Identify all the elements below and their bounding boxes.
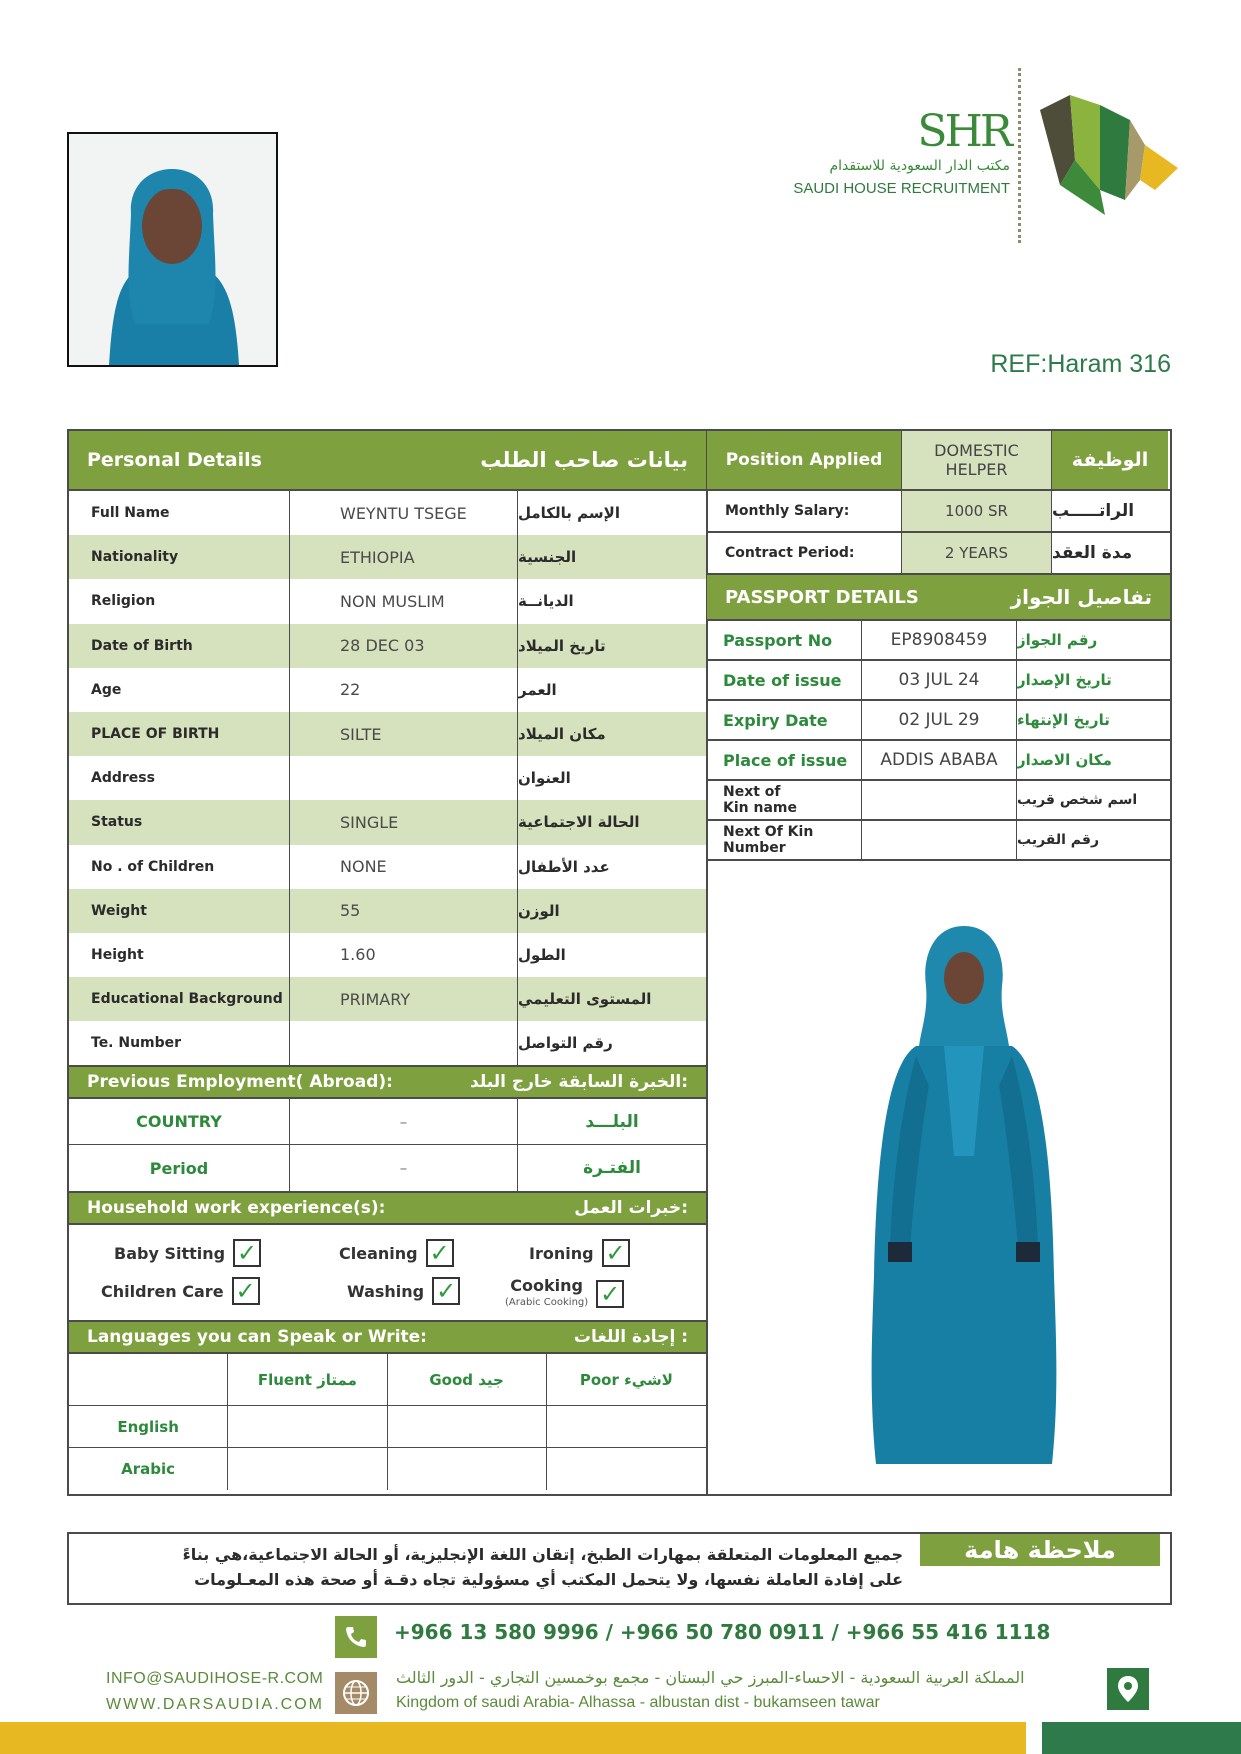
household-item-text: Children Care: [101, 1281, 224, 1301]
personal-detail-label-ar: الوزن: [518, 901, 560, 920]
address-arabic: المملكة العربية السعودية - الاحساء-المبرز حي البستان - مجمع بوخمسين التجاري - الدور الثالث: [396, 1668, 1025, 1687]
address-english: Kingdom of saudi Arabia- Alhassa - albustan dist - bukamseen tawar: [396, 1694, 880, 1711]
passport-field-value: EP8908459: [862, 621, 1017, 659]
company-logo: [790, 64, 1180, 242]
household-item-washing: [347, 1277, 460, 1305]
personal-detail-value: [290, 756, 518, 800]
personal-detail-label: Te. Number: [69, 1021, 290, 1065]
personal-detail-label-ar: الحالة الاجتماعية: [518, 813, 640, 832]
household-title-ar: خبرات العمل:: [574, 1198, 688, 1219]
personal-detail-label-ar: الجنسية: [518, 548, 577, 567]
personal-detail-row: [69, 889, 706, 933]
passport-field-label-ar: تاريخ الإصدار: [1017, 671, 1112, 689]
checkbox-checked-icon: ✓: [602, 1239, 630, 1267]
household-item-cleaning: [339, 1239, 454, 1267]
previous-employment-title-ar: الخبرة السابقة خارج البلد:: [470, 1072, 688, 1093]
personal-detail-row: [69, 624, 706, 668]
personal-detail-value: 22: [290, 668, 518, 712]
personal-detail-label: Address: [69, 756, 290, 800]
kin-number-value: [862, 821, 1017, 859]
position-applied-label: Position Applied: [707, 431, 902, 489]
personal-detail-row: [69, 845, 706, 889]
passport-field-label-ar: مكان الاصدار: [1017, 751, 1112, 769]
important-note-text: [93, 1542, 903, 1592]
footer-bar-green: [1042, 1722, 1241, 1754]
website-address: WWW.DARSAUDIA.COM: [106, 1696, 324, 1713]
passport-field-label-ar: تاريخ الإنتهاء: [1017, 711, 1110, 729]
personal-detail-label: Educational Background: [69, 977, 290, 1021]
personal-detail-row: [69, 977, 706, 1021]
household-experience-grid: [69, 1225, 706, 1320]
languages-column-header: Fluent ممتاز: [228, 1354, 387, 1405]
personal-detail-label: Religion: [69, 579, 290, 623]
checkbox-checked-icon: ✓: [233, 1239, 261, 1267]
employment-value: –: [290, 1145, 518, 1191]
household-item-label: [347, 1283, 424, 1300]
personal-detail-label: No . of Children: [69, 845, 290, 889]
language-level-cell: [547, 1448, 706, 1490]
kin-number-row: [707, 821, 1170, 861]
languages-column-header-row: [69, 1354, 706, 1406]
monthly-salary-row: [707, 491, 1170, 533]
household-item-label: [114, 1245, 225, 1262]
position-applied-row: [707, 431, 1170, 491]
household-item-subtext: (Arabic Cooking): [505, 1297, 589, 1309]
kin-name-value: [862, 781, 1017, 819]
monthly-salary-label-ar: الراتـــــب: [1052, 501, 1135, 521]
household-item-text: Washing: [347, 1281, 425, 1301]
personal-detail-label: Nationality: [69, 535, 290, 579]
contract-period-value: 2 YEARS: [902, 533, 1052, 573]
checkbox-checked-icon: ✓: [232, 1277, 260, 1305]
language-level-cell: [547, 1406, 706, 1447]
contract-period-label: Contract Period:: [707, 533, 902, 573]
email-address: INFO@SAUDIHOSE-R.COM: [106, 1670, 324, 1687]
personal-detail-value: SINGLE: [290, 800, 518, 844]
personal-detail-row: [69, 756, 706, 800]
personal-detail-row: [69, 712, 706, 756]
logo-english-name: SAUDI HOUSE RECRUITMENT: [793, 180, 1010, 197]
personal-detail-label: Age: [69, 668, 290, 712]
applicant-full-body-photo: [804, 916, 1124, 1476]
personal-detail-label-ar: رقم التواصل: [518, 1034, 613, 1053]
household-item-label: [529, 1245, 594, 1262]
employment-label: Period: [69, 1145, 290, 1191]
household-item-children-care: [101, 1277, 260, 1305]
personal-detail-row: [69, 1021, 706, 1065]
passport-field-label: Date of issue: [707, 661, 862, 699]
personal-detail-row: [69, 668, 706, 712]
personal-detail-value: 28 DEC 03: [290, 624, 518, 668]
saudi-map-logo-icon: [1030, 90, 1180, 220]
personal-detail-value: NON MUSLIM: [290, 579, 518, 623]
personal-details-header: [69, 431, 706, 491]
passport-field-label: Expiry Date: [707, 701, 862, 739]
monthly-salary-value: 1000 SR: [902, 491, 1052, 531]
kin-number-label-ar: رقم القريب: [1017, 832, 1099, 848]
phone-numbers: +966 13 580 9996 / +966 50 780 0911 / +966 55 416 1118: [394, 1620, 1051, 1644]
languages-table: [69, 1354, 706, 1490]
household-item-label: [101, 1283, 224, 1300]
personal-detail-value: PRIMARY: [290, 977, 518, 1021]
household-item-cooking: [505, 1277, 624, 1311]
passport-rows: [707, 621, 1170, 781]
passport-title-ar: تفاصيل الجواز: [1010, 585, 1152, 609]
language-level-cell: [388, 1406, 547, 1447]
language-level-cell: [388, 1448, 547, 1490]
household-item-text: Ironing: [529, 1243, 594, 1263]
checkbox-checked-icon: ✓: [596, 1280, 624, 1308]
employment-row: [69, 1145, 706, 1191]
important-note-box: [67, 1532, 1172, 1605]
languages-title-en: Languages you can Speak or Write:: [87, 1327, 427, 1348]
employment-row: [69, 1099, 706, 1145]
household-item-text: Baby Sitting: [114, 1243, 226, 1263]
personal-detail-label: Full Name: [69, 491, 290, 535]
passport-field-label-ar: رقم الجواز: [1017, 631, 1098, 649]
kin-name-label: Next of Kin name: [707, 781, 862, 819]
language-name: English: [69, 1406, 228, 1447]
household-item-label: [505, 1277, 588, 1311]
passport-title-en: PASSPORT DETAILS: [725, 586, 919, 608]
personal-detail-label-ar: الطول: [518, 945, 566, 964]
previous-employment-header: [69, 1065, 706, 1099]
passport-details-header: [707, 575, 1170, 621]
passport-field-value: 03 JUL 24: [862, 661, 1017, 699]
language-level-cell: [228, 1406, 387, 1447]
passport-row: [707, 661, 1170, 701]
passport-field-value: 02 JUL 29: [862, 701, 1017, 739]
phone-icon: [335, 1616, 377, 1658]
important-note-line-2: على إفادة العاملة نفسها، ولا يتحمل المكتب أي مسؤولية تجاه دقـة أو صحة هذه المعـلومات: [194, 1570, 903, 1589]
personal-detail-label-ar: العمر: [518, 680, 557, 699]
language-name: Arabic: [69, 1448, 228, 1490]
previous-employment-title-en: Previous Employment( Abroad):: [87, 1072, 393, 1093]
personal-detail-label-ar: المستوى التعليمي: [518, 990, 652, 1009]
language-row: [69, 1448, 706, 1490]
languages-title-ar: إجادة اللغات :: [573, 1327, 688, 1348]
personal-detail-value: NONE: [290, 845, 518, 889]
household-item-text: Cooking: [510, 1276, 583, 1296]
kin-name-label-ar: اسم شخص قريب: [1017, 792, 1138, 808]
personal-details-table: [67, 429, 708, 1496]
checkbox-checked-icon: ✓: [432, 1277, 460, 1305]
reference-number: REF:Haram 316: [990, 350, 1171, 378]
personal-detail-label-ar: العنوان: [518, 769, 571, 788]
personal-detail-row: [69, 800, 706, 844]
contract-period-label-ar: مدة العقد: [1052, 543, 1133, 563]
passport-field-label: Place of issue: [707, 741, 862, 779]
kin-name-row: [707, 781, 1170, 821]
important-note-title: ملاحظة هامة: [920, 1534, 1160, 1566]
passport-field-label: Passport No: [707, 621, 862, 659]
employment-label-ar: الفتـرة: [583, 1158, 641, 1179]
personal-details-title-ar: بيانات صاحب الطلب: [480, 448, 688, 472]
previous-employment-rows: [69, 1099, 706, 1191]
household-item-baby-sitting: [114, 1239, 261, 1267]
globe-icon: [335, 1672, 377, 1714]
personal-detail-value: 55: [290, 889, 518, 933]
household-item-label: [339, 1245, 418, 1262]
footer-bar-yellow: [0, 1722, 1026, 1754]
personal-detail-value: [290, 1021, 518, 1065]
personal-detail-label-ar: عدد الأطفال: [518, 857, 610, 876]
languages-column-header: Good جيد: [388, 1354, 547, 1405]
household-item-ironing: [529, 1239, 630, 1267]
employment-label-ar: البلـــد: [585, 1111, 639, 1132]
passport-field-value: ADDIS ABABA: [862, 741, 1017, 779]
personal-detail-label: Height: [69, 933, 290, 977]
language-level-cell: [228, 1448, 387, 1490]
languages-blank-header-cell: [69, 1354, 228, 1405]
personal-details-rows: [69, 491, 706, 1065]
personal-detail-row: [69, 535, 706, 579]
passport-row: [707, 741, 1170, 781]
personal-detail-label-ar: تاريخ الميلاد: [518, 636, 606, 655]
position-passport-table: [707, 429, 1172, 1496]
personal-detail-row: [69, 933, 706, 977]
personal-detail-label-ar: الديانــة: [518, 592, 574, 611]
personal-detail-value: ETHIOPIA: [290, 535, 518, 579]
personal-details-title-en: Personal Details: [87, 449, 262, 471]
monthly-salary-label: Monthly Salary:: [707, 491, 902, 531]
language-row: [69, 1406, 706, 1448]
personal-detail-row: [69, 579, 706, 623]
personal-detail-label-ar: الإسم بالكامل: [518, 504, 620, 523]
location-pin-icon: [1107, 1668, 1149, 1710]
contract-period-row: [707, 533, 1170, 575]
personal-detail-label: Status: [69, 800, 290, 844]
languages-header: [69, 1320, 706, 1354]
personal-detail-label: PLACE OF BIRTH: [69, 712, 290, 756]
logo-letters: SHR: [917, 106, 1010, 157]
household-title-en: Household work experience(s):: [87, 1198, 386, 1219]
personal-detail-row: [69, 491, 706, 535]
personal-detail-value: WEYNTU TSEGE: [290, 491, 518, 535]
position-applied-label-ar: الوظيفة: [1052, 431, 1168, 489]
logo-divider: [1018, 68, 1021, 243]
employment-value: –: [290, 1099, 518, 1144]
personal-detail-label: Weight: [69, 889, 290, 933]
employment-label: COUNTRY: [69, 1099, 290, 1144]
personal-detail-label: Date of Birth: [69, 624, 290, 668]
personal-detail-value: 1.60: [290, 933, 518, 977]
position-applied-value: DOMESTIC HELPER: [902, 431, 1052, 489]
passport-row: [707, 621, 1170, 661]
household-experience-header: [69, 1191, 706, 1225]
logo-arabic-name: مكتب الدار السعودية للاستقدام: [829, 158, 1010, 174]
personal-detail-label-ar: مكان الميلاد: [518, 725, 606, 744]
passport-row: [707, 701, 1170, 741]
important-note-line-1: جميع المعلومات المتعلقة بمهارات الطبخ، إتقان اللغة الإنجليزية، أو الحالة الاجتماعية،هي بناءً: [182, 1545, 903, 1564]
languages-column-header: Poor لاشيء: [579, 1370, 673, 1389]
personal-detail-value: SILTE: [290, 712, 518, 756]
checkbox-checked-icon: ✓: [426, 1239, 454, 1267]
applicant-portrait-photo: [67, 132, 278, 367]
household-item-text: Cleaning: [339, 1243, 418, 1263]
kin-number-label: Next Of Kin Number: [707, 821, 862, 859]
